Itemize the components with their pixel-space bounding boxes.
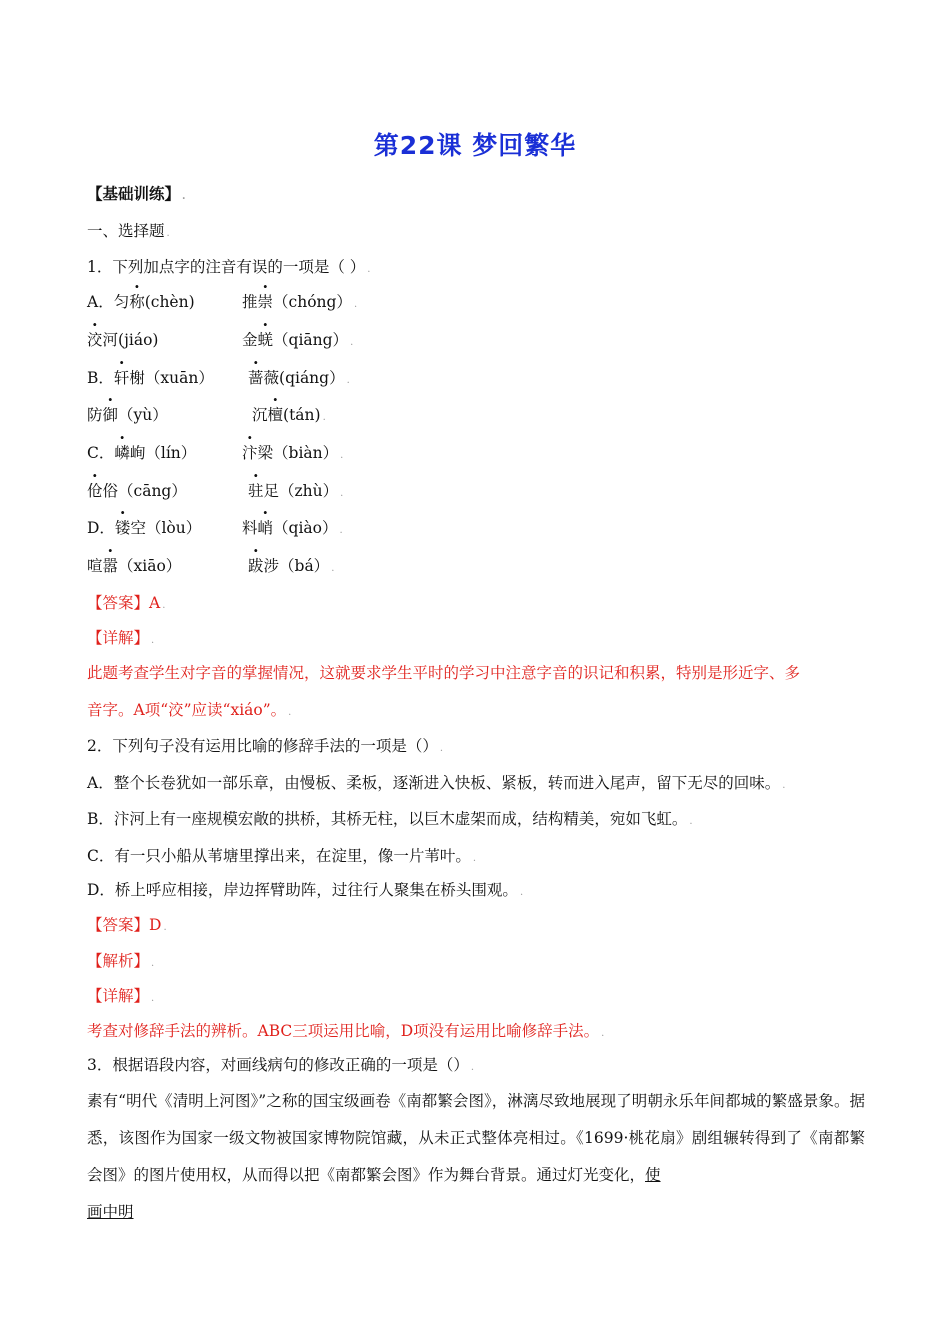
q2-option-d: D．桥上呼应相接，岸边挥臂助阵，过往行人聚集在桥头围观。 . xyxy=(87,881,524,899)
dotted-char: 伧 xyxy=(87,482,103,500)
q1-option-row-4-col2: 汴梁（biàn） . xyxy=(242,444,344,462)
q1-option-row-5-col2: 驻足（zhù） . xyxy=(248,482,344,500)
q1-option-row-3-col2: 沉檀(tán) . xyxy=(252,406,326,424)
q2-analysis-label: 【解析】 . xyxy=(87,952,155,970)
q2-option-b: B．汴河上有一座规模宏敞的拱桥，其桥无柱，以巨木虚架而成，结构精美，宛如飞虹。 . xyxy=(87,810,693,828)
page-title: 第22课 梦回繁华 xyxy=(373,131,577,160)
q1-option-row-1-col2: 金蜣（qiāng） . xyxy=(242,331,354,349)
dotted-char: 檀 xyxy=(267,406,284,424)
q1-stem: 1．下列加点字的注音有误的一项是（ ） . xyxy=(87,258,371,276)
q1-option-row-7-col2: 跋涉（bá） . xyxy=(248,557,335,575)
q2-detail: 考查对修辞手法的辨析。ABC三项运用比喻，D项没有运用比喻修辞手法。 . xyxy=(87,1022,605,1040)
dotted-char: 蔷 xyxy=(248,369,264,387)
dotted-char: 嶙 xyxy=(114,444,130,462)
q2-stem: 2．下列句子没有运用比喻的修辞手法的一项是（） . xyxy=(87,737,444,755)
dotted-char: 称 xyxy=(129,293,145,311)
q3-stem: 3．根据语段内容，对画线病句的修改正确的一项是（） . xyxy=(87,1056,475,1074)
dotted-char: 轩 xyxy=(113,369,130,387)
q1-option-row-2-col1: B．轩榭（xuān） xyxy=(87,369,214,387)
q1-option-row-7-col1: 喧嚣（xiāo） xyxy=(87,557,182,575)
dotted-char: 崇 xyxy=(257,293,274,311)
q1-answer: 【答案】A . xyxy=(87,594,166,612)
q2-option-a: A．整个长卷犹如一部乐章，由慢板、柔板，逐渐进入快板、紧板，转而进入尾声，留下无尽的回味。 . xyxy=(87,774,786,792)
q1-option-row-4-col1: C．嶙峋（lín） xyxy=(87,444,197,462)
section-heading: 【基础训练】 . xyxy=(87,184,186,203)
dotted-char: 跋 xyxy=(248,557,264,575)
dotted-char: 御 xyxy=(102,406,119,424)
q1-option-row-6-col2: 料峭（qiào） . xyxy=(242,519,343,537)
q2-option-c: C．有一只小船从苇塘里撑出来，在淀里，像一片苇叶。 . xyxy=(87,847,477,865)
dotted-char: 峭 xyxy=(257,519,274,537)
q1-detail-line-2: 音字。A项“洨”应读“xiáo”。 . xyxy=(87,701,292,719)
q1-detail-label: 【详解】 . xyxy=(87,629,155,647)
q1-option-row-3-col1: 防御（yù） xyxy=(87,406,168,424)
dotted-char: 蜣 xyxy=(257,331,274,349)
q1-option-row-6-col1: D．镂空（lòu） xyxy=(87,519,202,537)
q3-passage: 素有“明代《清明上河图》”之称的国宝级画卷《南都繁会图》，淋漓尽致地展现了明朝永乐年间都城的繁盛景象。据悉，该图作为国家一级文物被国家博物院馆藏，从未正式整体亮相过。《1699·桃花扇》剧组辗转得到了《南都繁会图》的图片使用权，从而得以把《南都繁会图》作为舞台背景。通过灯光变化，使 画中明 xyxy=(87,1092,865,1221)
q1-option-row-2-col2: 蔷薇(qiáng） . xyxy=(248,369,350,387)
part-heading: 一、选择题 . xyxy=(87,222,170,240)
dotted-char: 嚣 xyxy=(102,557,119,575)
dotted-char: 驻 xyxy=(248,482,264,500)
dotted-char: 汴 xyxy=(242,444,258,462)
q1-option-row-1-col1: 洨河(jiáo) xyxy=(87,331,159,349)
q2-answer: 【答案】D . xyxy=(87,916,167,934)
q3-underlined-2: 画中明 xyxy=(87,1203,134,1221)
q1-option-row-5-col1: 伧俗（cāng） xyxy=(87,482,187,500)
q1-detail-line-1: 此题考查学生对字音的掌握情况，这就要求学生平时的学习中注意字音的识记和积累，特别是形近字、多 xyxy=(87,664,801,682)
q1-option-row-0-col2: 推崇（chóng） . xyxy=(242,293,358,311)
dotted-char: 洨 xyxy=(87,331,103,349)
dotted-char: 镂 xyxy=(114,519,131,537)
q2-detail-label: 【详解】 . xyxy=(87,987,155,1005)
q1-option-row-0-col1: A．匀称(chèn) xyxy=(87,293,195,311)
q3-underlined-1: 使 xyxy=(645,1166,661,1184)
